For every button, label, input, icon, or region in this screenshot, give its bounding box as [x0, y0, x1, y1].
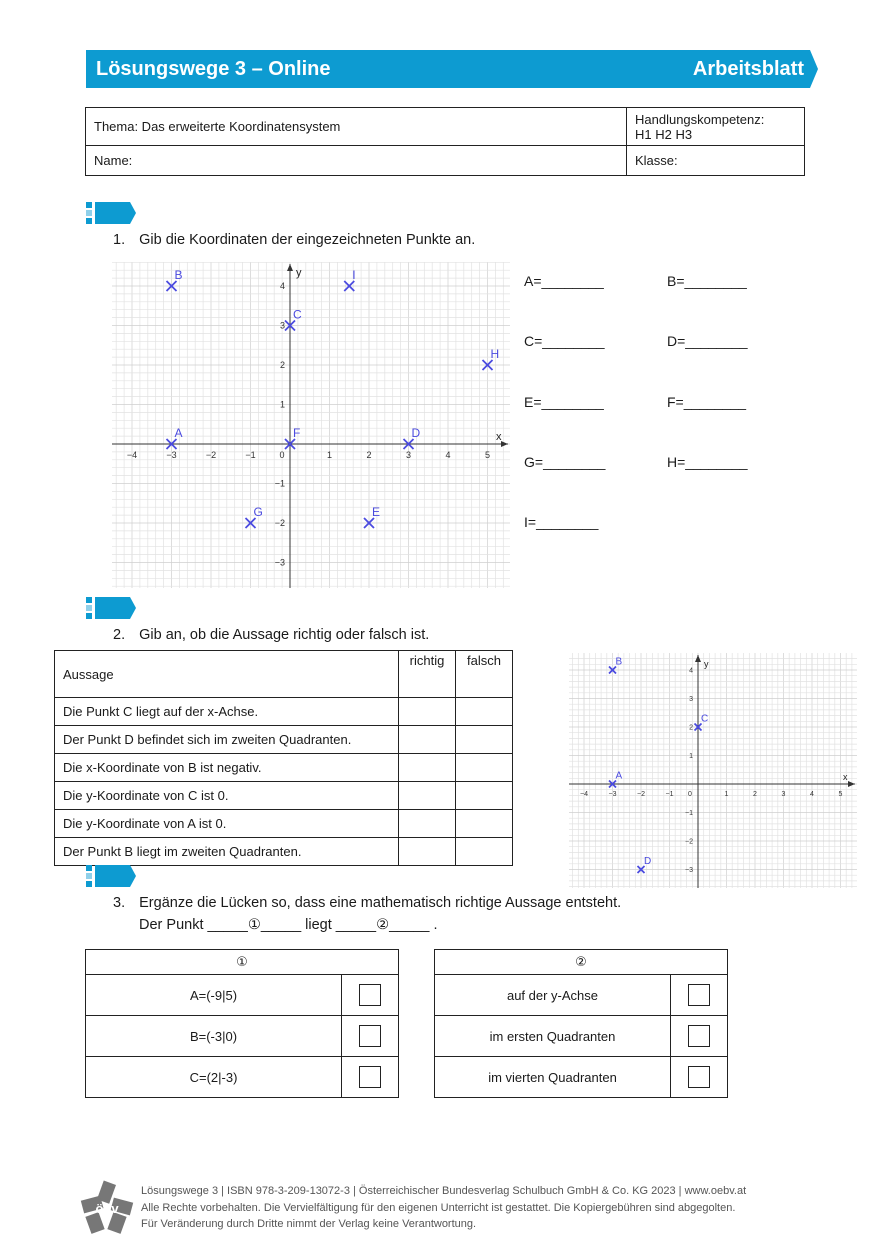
section-tag-2: [86, 597, 136, 619]
coordinate-graph-2: [569, 653, 857, 888]
point-D: [638, 856, 652, 873]
choice2-checkbox[interactable]: [688, 984, 710, 1006]
x-tick-label: −3: [166, 450, 177, 460]
choice2-checkbox[interactable]: [688, 1025, 710, 1047]
choice1-checkbox[interactable]: [359, 984, 381, 1006]
table-row: [86, 1016, 399, 1057]
footer-line: Lösungswege 3 | ISBN 978-3-209-13072-3 | Österreichischer Bundesverlag Schulbuch GmbH & Co. KG 2023 | www.oebv.at: [141, 1185, 747, 1197]
point-G: [246, 505, 263, 528]
x-tick-label: 0: [688, 791, 692, 798]
statement-text: Die x-Koordinate von B ist negativ.: [55, 754, 399, 782]
choice-table-1: [85, 949, 399, 1098]
x-tick-label: 4: [810, 791, 814, 798]
answer-F[interactable]: F=________: [667, 394, 747, 410]
choice1-header: ①: [86, 950, 399, 975]
correct-checkbox[interactable]: [399, 838, 456, 866]
point-B: [609, 657, 623, 674]
footer-line: Für Veränderung durch Dritte nimmt der Verlag keine Verantwortung.: [141, 1218, 477, 1230]
task3-text: Ergänze die Lücken so, dass eine mathematisch richtige Aussage entsteht.: [139, 895, 622, 911]
section-tag-3: [86, 865, 136, 887]
section-tag-1: [86, 202, 136, 224]
point-label: B: [174, 268, 183, 282]
y-tick-label: 4: [689, 667, 693, 675]
x-tick-label: 1: [724, 791, 729, 798]
point-label: D: [411, 426, 421, 440]
wrong-checkbox[interactable]: [456, 782, 513, 810]
statement-header: Aussage: [55, 651, 399, 698]
y-tick-label: −2: [274, 518, 285, 528]
y-tick-label: 2: [689, 724, 693, 732]
statement-text: Die Punkt C liegt auf der x-Achse.: [55, 698, 399, 726]
x-tick-label: 4: [445, 450, 451, 460]
x-tick-label: −2: [205, 450, 217, 460]
y-tick-label: −1: [685, 809, 693, 817]
point-label: H: [490, 347, 500, 361]
answer-B[interactable]: B=________: [667, 273, 747, 289]
footer-text: [141, 1183, 746, 1233]
header-banner: [86, 50, 818, 88]
header-worksheet-label: Arbeitsblatt: [692, 58, 804, 80]
choice2-option: im vierten Quadranten: [435, 1057, 671, 1098]
point-label: C: [293, 307, 302, 322]
statement-table: [54, 650, 513, 866]
task1-instruction: [113, 232, 475, 248]
choice1-checkbox[interactable]: [359, 1066, 381, 1088]
wrong-checkbox[interactable]: [456, 810, 513, 838]
choice1-option: C=(2|-3): [86, 1057, 342, 1098]
table-row: [86, 975, 399, 1016]
y-tick-label: 3: [279, 320, 285, 331]
logo-text: öbv: [95, 1201, 119, 1216]
point-label: F: [293, 426, 301, 440]
answer-H[interactable]: H=________: [667, 454, 748, 470]
task3-instruction: [113, 895, 621, 911]
x-tick-label: 0: [279, 450, 285, 460]
y-tick-label: −3: [685, 866, 693, 874]
point-B: [167, 268, 183, 291]
task2-instruction: [113, 627, 429, 643]
coordinate-graph-1: [112, 262, 510, 588]
y-axis-label: y: [704, 659, 709, 669]
choice1-option: A=(-9|5): [86, 975, 342, 1016]
x-axis-arrow: [501, 441, 508, 447]
point-label: G: [253, 505, 263, 519]
name-field[interactable]: Name:: [86, 146, 627, 176]
x-tick-label: 1: [326, 450, 333, 460]
table-row: [55, 726, 513, 754]
x-tick-label: −2: [637, 791, 645, 798]
y-tick-label: 1: [689, 752, 693, 760]
table-row: [435, 975, 728, 1016]
point-label: B: [615, 656, 623, 668]
table-row: [86, 1057, 399, 1098]
x-tick-label: −1: [665, 791, 674, 798]
point-label: D: [644, 856, 652, 867]
x-tick-label: −1: [245, 450, 256, 460]
choice2-header: ②: [435, 950, 728, 975]
task1-text: Gib die Koordinaten der eingezeichneten Punkte an.: [139, 232, 476, 248]
task2-text: Gib an, ob die Aussage richtig oder falsch ist.: [139, 627, 430, 643]
answer-E[interactable]: E=________: [524, 394, 604, 410]
point-label: C: [701, 713, 709, 725]
class-field[interactable]: Klasse:: [627, 146, 805, 176]
choice2-option: auf der y-Achse: [435, 975, 671, 1016]
footer-line: Alle Rechte vorbehalten. Die Vervielfältigung für den eigenen Unterricht ist gestattet. Die Kopiergebühren sind abgegolten.: [141, 1201, 736, 1214]
choice2-checkbox[interactable]: [688, 1066, 710, 1088]
task3-sentence: Der Punkt _____①_____ liegt _____②_____ .: [139, 917, 438, 933]
competence-cell: [627, 108, 805, 146]
point-label: E: [372, 505, 381, 519]
choice1-checkbox[interactable]: [359, 1025, 381, 1047]
y-tick-label: 3: [689, 695, 693, 703]
table-row: [55, 698, 513, 726]
y-tick-label: 4: [279, 281, 285, 291]
answer-G[interactable]: G=________: [524, 454, 606, 470]
wrong-header: falsch: [456, 651, 513, 698]
point-C: [695, 714, 709, 731]
x-tick-label: 5: [838, 791, 843, 798]
statement-text: Der Punkt B liegt im zweiten Quadranten.: [55, 838, 399, 866]
publisher-logo: [80, 1180, 134, 1234]
correct-checkbox[interactable]: [399, 754, 456, 782]
x-tick-label: −4: [580, 791, 588, 798]
table-row: [55, 838, 513, 866]
table-row: [435, 1016, 728, 1057]
answer-A[interactable]: A=________: [524, 273, 604, 289]
point-I: [344, 268, 355, 291]
y-axis-arrow: [287, 264, 293, 271]
answer-D[interactable]: D=________: [667, 333, 748, 349]
correct-header: richtig: [399, 651, 456, 698]
statement-text: Die y-Koordinate von C ist 0.: [55, 782, 399, 810]
task2-number: 2.: [113, 627, 126, 643]
statement-text: Die y-Koordinate von A ist 0.: [55, 810, 399, 838]
correct-checkbox[interactable]: [399, 810, 456, 838]
correct-checkbox[interactable]: [399, 698, 456, 726]
correct-checkbox[interactable]: [399, 726, 456, 754]
wrong-checkbox[interactable]: [456, 726, 513, 754]
competence-label: Handlungskompetenz:: [635, 111, 765, 127]
grid-lines: [112, 262, 510, 588]
header-title: Lösungswege 3 – Online: [96, 58, 331, 80]
answer-C[interactable]: C=________: [524, 333, 605, 349]
choice2-option: im ersten Quadranten: [435, 1016, 671, 1057]
statement-text: Der Punkt D befindet sich im zweiten Quadranten.: [55, 726, 399, 754]
choice-table-2: [434, 949, 728, 1098]
answer-I[interactable]: I=________: [524, 514, 599, 530]
x-tick-label: −3: [608, 791, 617, 798]
correct-checkbox[interactable]: [399, 782, 456, 810]
topic-cell: Thema: Das erweiterte Koordinatensystem: [86, 108, 627, 146]
competence-value: H1 H2 H3: [635, 126, 693, 142]
x-axis-label: x: [843, 772, 848, 782]
table-row: [55, 782, 513, 810]
wrong-checkbox[interactable]: [456, 838, 513, 866]
x-axis-arrow: [848, 781, 855, 787]
x-axis-label: x: [496, 431, 502, 443]
point-D: [404, 426, 421, 449]
point-label: A: [174, 426, 183, 440]
y-tick-label: 2: [279, 360, 285, 370]
y-tick-label: −1: [274, 478, 285, 489]
info-table: [85, 107, 805, 176]
task3-number: 3.: [113, 895, 126, 911]
y-tick-label: −3: [274, 557, 285, 568]
point-A: [167, 426, 183, 449]
choice1-option: B=(-3|0): [86, 1016, 342, 1057]
x-tick-label: 3: [781, 791, 786, 798]
point-C: [285, 308, 302, 331]
point-label: A: [615, 770, 623, 782]
y-tick-label: −2: [685, 838, 693, 846]
x-tick-label: 2: [366, 450, 372, 460]
x-tick-label: 3: [405, 450, 412, 460]
x-tick-label: 2: [753, 791, 757, 798]
grid-lines: [569, 653, 857, 888]
table-row: [55, 810, 513, 838]
point-label: I: [352, 268, 356, 282]
table-row: [55, 754, 513, 782]
wrong-checkbox[interactable]: [456, 754, 513, 782]
point-A: [609, 771, 623, 788]
point-E: [364, 505, 380, 528]
wrong-checkbox[interactable]: [456, 698, 513, 726]
task1-number: 1.: [113, 232, 126, 248]
point-H: [483, 347, 500, 370]
y-tick-label: 1: [279, 399, 285, 410]
table-row: [435, 1057, 728, 1098]
x-tick-label: 5: [484, 450, 491, 460]
x-tick-label: −4: [126, 450, 138, 460]
y-axis-label: y: [296, 267, 302, 279]
